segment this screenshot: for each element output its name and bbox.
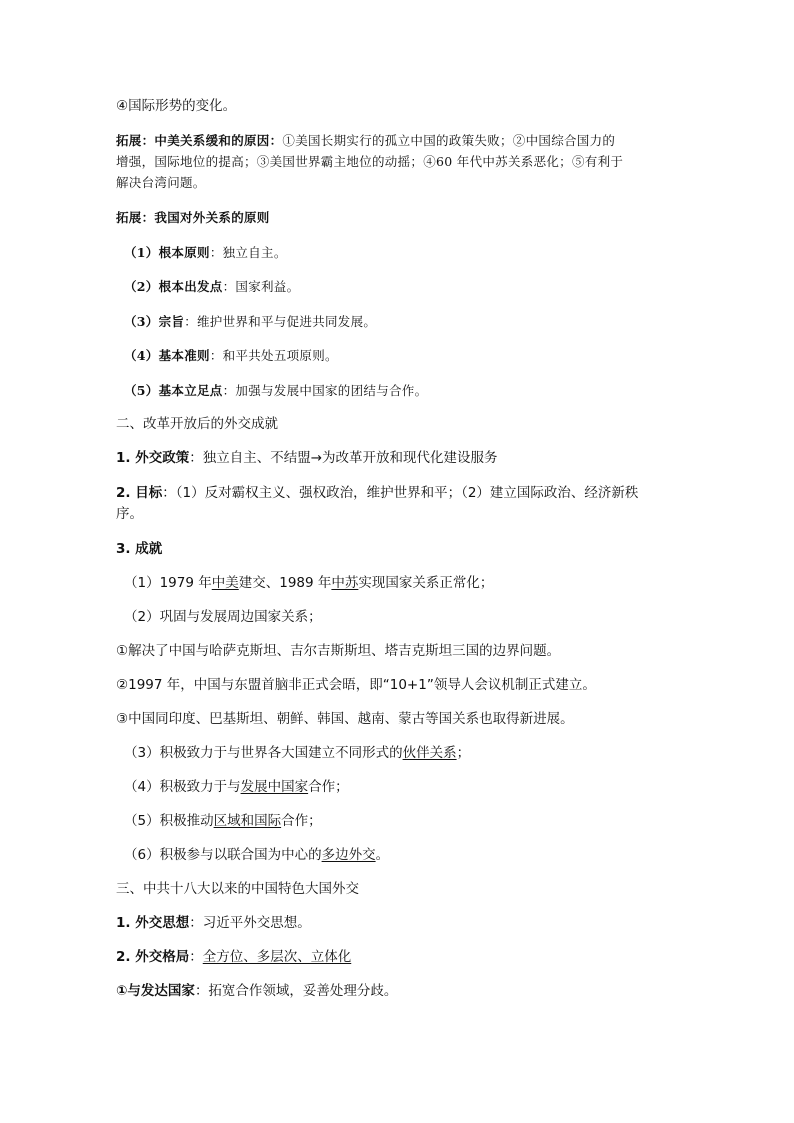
text: ②1997 年，中国与东盟首脑非正式会晤，即“10+1”领导人会议机制正式建立。	[116, 677, 596, 693]
text: ：和平共处五项原则。	[209, 348, 338, 363]
heading: 二、改革开放后的外交成就	[116, 416, 278, 432]
extension-sino-us-reasons	[116, 130, 676, 193]
label: 1. 外交思想	[116, 915, 190, 931]
text: ：国家利益。	[222, 279, 300, 294]
text: 建交、1989 年	[238, 575, 332, 591]
text: ：（1）反对霸权主义、强权政治，维护世界和平；（2）建立国际政治、经济新秩	[162, 485, 639, 501]
text: ①解决了中国与哈萨克斯坦、吉尔吉斯斯坦、塔吉克斯坦三国的边界问题。	[116, 643, 561, 659]
text: 增强，国际地位的提高；③美国世界霸主地位的动摇；④60 年代中苏关系恶化；⑤有利于	[116, 154, 624, 169]
paragraph-intl-situation	[116, 96, 676, 117]
label: 1. 外交政策	[116, 450, 190, 466]
text: ④国际形势的变化。	[116, 98, 237, 114]
underlined-term: 伙伴关系	[402, 745, 457, 761]
text: 。	[375, 847, 390, 863]
diplomatic-pattern	[116, 947, 676, 968]
text: ：习近平外交思想。	[189, 915, 311, 931]
underlined-term: 全方位、多层次、立体化	[202, 949, 352, 965]
text: （4）积极致力于与	[124, 779, 241, 795]
underlined-term: 发展中国家	[240, 779, 309, 795]
label: 2. 目标	[116, 485, 163, 501]
extension-label: 拓展：中美关系缓和的原因：	[116, 133, 283, 148]
text: （2）巩固与发展周边国家关系；	[124, 609, 322, 625]
principle-3	[124, 311, 684, 332]
text: ；	[456, 745, 471, 761]
diplomatic-thought	[116, 913, 676, 934]
label: （5）基本立足点	[124, 383, 223, 398]
label: 2. 外交格局	[116, 949, 190, 965]
principle-5	[124, 380, 684, 401]
text: 解决台湾问题。	[116, 175, 206, 190]
text: ：维护世界和平与促进共同发展。	[184, 314, 377, 329]
diplomatic-goals	[116, 483, 676, 525]
underlined-term: 中苏	[331, 575, 359, 591]
section-heading-3	[116, 879, 676, 900]
principle-1	[124, 242, 684, 263]
text: 合作；	[308, 779, 349, 795]
text: ：独立自主、不结盟→为改革开放和现代化建设服务	[189, 450, 498, 466]
underlined-term: 中美	[211, 575, 239, 591]
text: ①美国长期实行的孤立中国的政策失败；②中国综合国力的	[282, 133, 616, 148]
label: （1）根本原则	[124, 245, 210, 260]
label: （4）基本准则	[124, 348, 210, 363]
achievement-6	[124, 845, 684, 866]
developed-countries	[116, 981, 676, 1002]
achievement-1	[124, 573, 684, 594]
achievement-3	[124, 743, 684, 764]
principle-4	[124, 345, 684, 366]
label: 3. 成就	[116, 541, 163, 557]
extension-label: 拓展：我国对外关系的原则	[116, 210, 270, 225]
label: ①与发达国家	[116, 983, 195, 999]
achievement-5	[124, 811, 684, 832]
principle-2	[124, 276, 684, 297]
text: （6）积极参与以联合国为中心的	[124, 847, 322, 863]
achievements-heading	[116, 539, 676, 560]
achievement-2-item-3	[116, 709, 676, 730]
section-heading-2	[116, 414, 676, 435]
diplomatic-policy	[116, 448, 676, 469]
extension-principles-heading	[116, 207, 676, 228]
achievement-2	[124, 607, 684, 628]
achievement-2-item-2	[116, 675, 676, 696]
text: ：独立自主。	[209, 245, 287, 260]
text: ：加强与发展中国家的团结与合作。	[222, 383, 428, 398]
text: （1）1979 年	[124, 575, 212, 591]
heading: 三、中共十八大以来的中国特色大国外交	[116, 881, 359, 897]
text: （5）积极推动	[124, 813, 214, 829]
text: 序。	[116, 506, 143, 522]
text: 合作；	[281, 813, 322, 829]
text: （3）积极致力于与世界各大国建立不同形式的	[124, 745, 403, 761]
label: （2）根本出发点	[124, 279, 223, 294]
label: （3）宗旨	[124, 314, 185, 329]
achievement-2-item-1	[116, 641, 676, 662]
text: 实现国家关系正常化；	[358, 575, 494, 591]
underlined-term: 区域和国际	[213, 813, 282, 829]
achievement-4	[124, 777, 684, 798]
text: ：拓宽合作领域，妥善处理分歧。	[194, 983, 398, 999]
underlined-term: 多边外交	[321, 847, 376, 863]
text: ③中国同印度、巴基斯坦、朝鲜、韩国、越南、蒙古等国关系也取得新进展。	[116, 711, 574, 727]
text: ：	[189, 949, 203, 965]
